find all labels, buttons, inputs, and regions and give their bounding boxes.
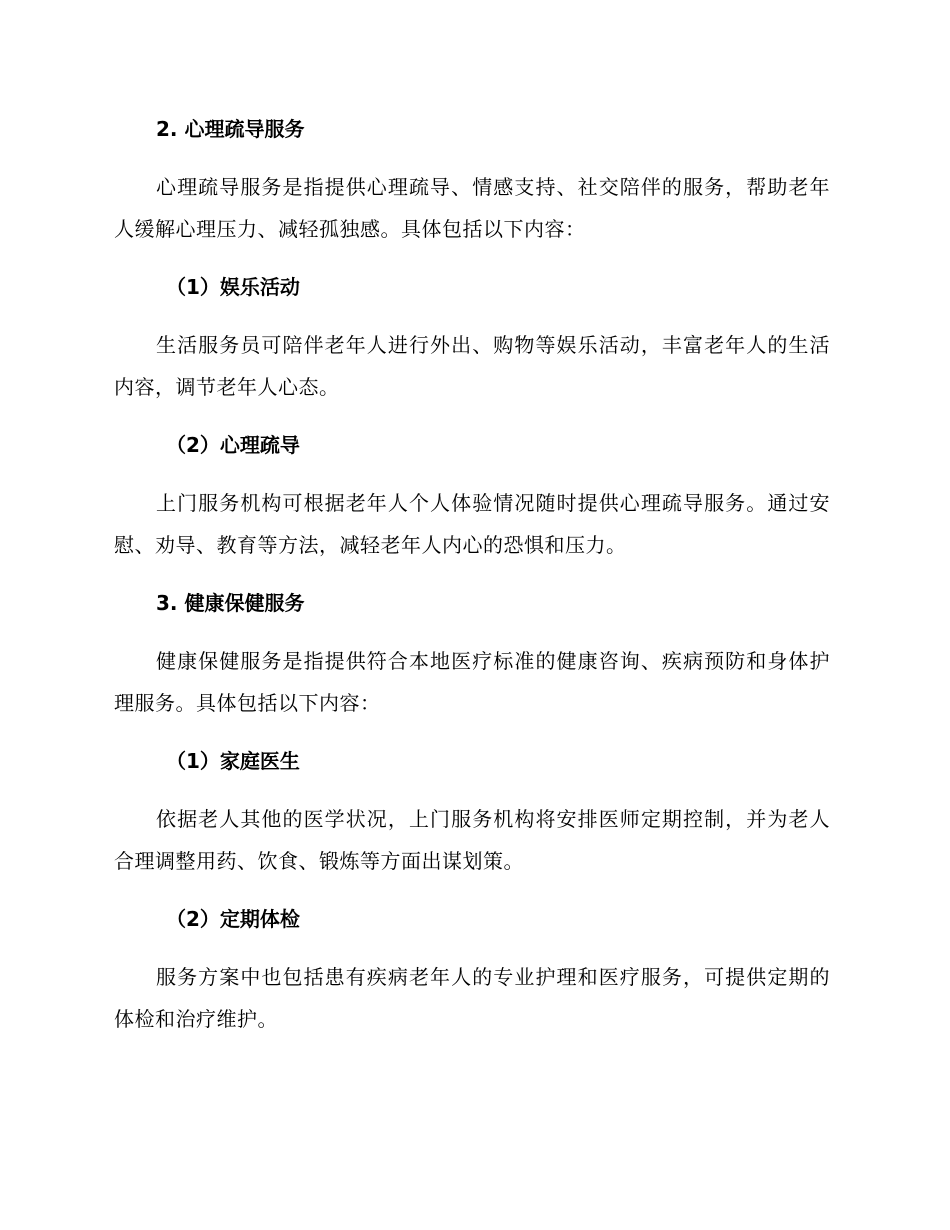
paragraph-counseling: 上门服务机构可根据老年人个人体验情况随时提供心理疏导服务。通过安慰、劝导、教育等方法，减轻老年人内心的恐惧和压力。 xyxy=(114,491,830,557)
paragraph-checkup: 服务方案中也包括患有疾病老年人的专业护理和医疗服务，可提供定期的体检和治疗维护。 xyxy=(114,965,830,1031)
subheading-entertainment: （1）娱乐活动 xyxy=(166,275,300,299)
subheading-counseling: （2）心理疏导 xyxy=(166,433,300,457)
paragraph-psychological-intro: 心理疏导服务是指提供心理疏导、情感支持、社交陪伴的服务，帮助老年人缓解心理压力、减轻孤独感。具体包括以下内容： xyxy=(114,175,830,241)
section-heading-health: 3. 健康保健服务 xyxy=(156,591,305,615)
paragraph-entertainment: 生活服务员可陪伴老年人进行外出、购物等娱乐活动，丰富老年人的生活内容，调节老年人心态。 xyxy=(114,333,830,399)
subheading-checkup: （2）定期体检 xyxy=(166,907,300,931)
paragraph-health-intro: 健康保健服务是指提供符合本地医疗标准的健康咨询、疾病预防和身体护理服务。具体包括以下内容： xyxy=(114,649,830,715)
document-body xyxy=(114,108,830,1056)
subheading-family-doctor: （1）家庭医生 xyxy=(166,749,300,773)
section-heading-psychological: 2. 心理疏导服务 xyxy=(156,117,305,141)
paragraph-family-doctor: 依据老人其他的医学状况，上门服务机构将安排医师定期控制，并为老人合理调整用药、饮食、锻炼等方面出谋划策。 xyxy=(114,807,830,873)
